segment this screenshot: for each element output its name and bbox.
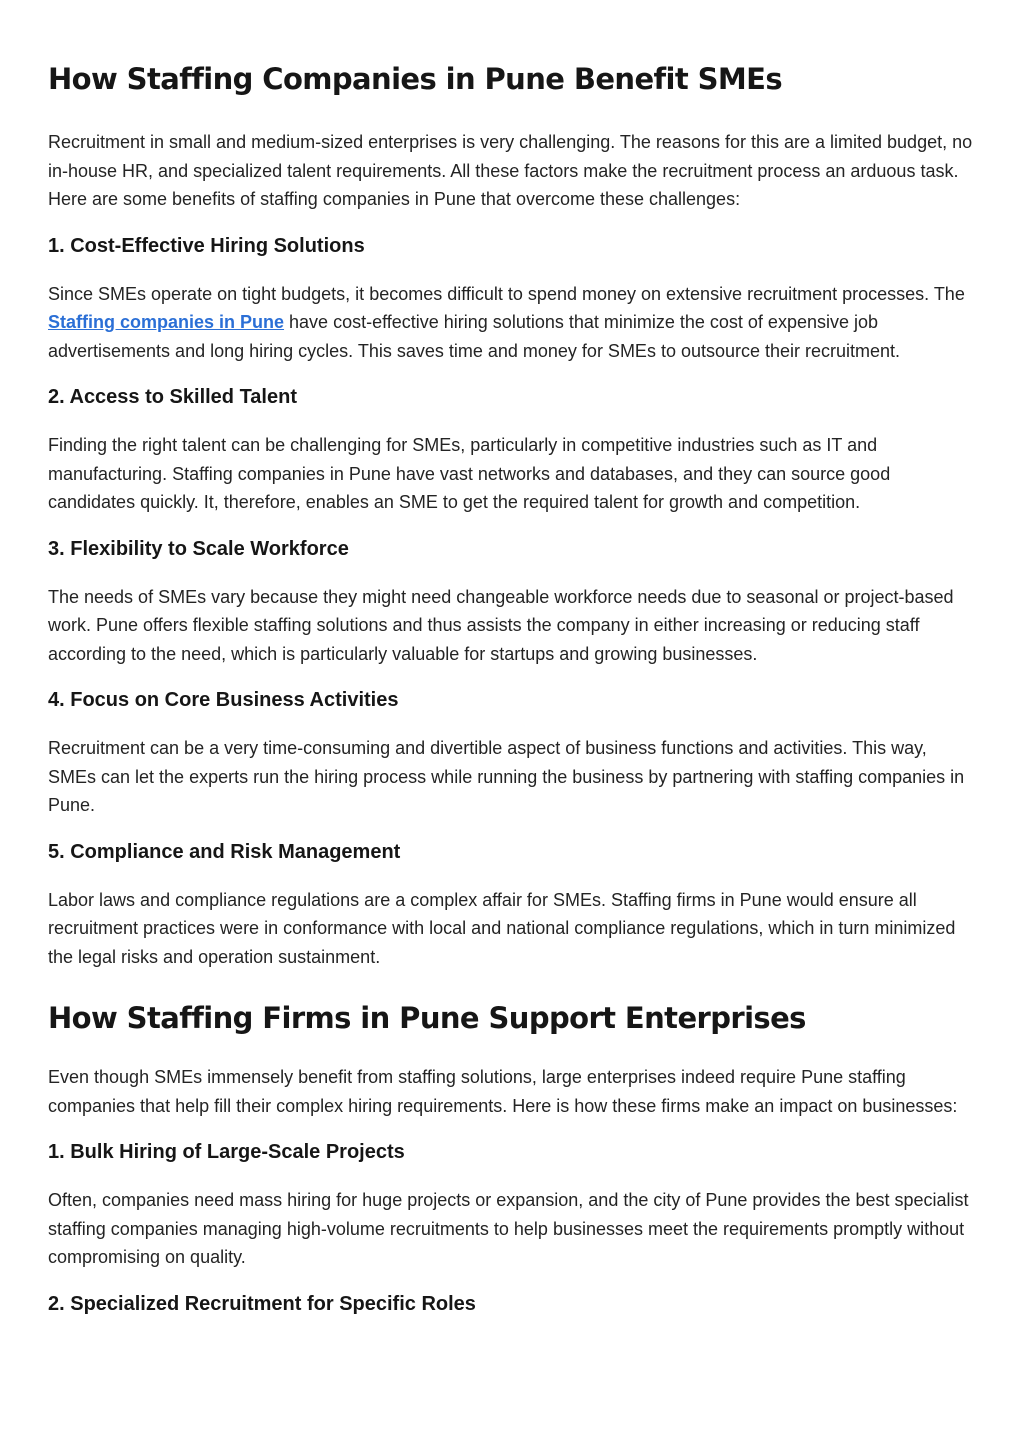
section-intro-enterprises: Even though SMEs immensely benefit from staffing solutions, large enterprises indeed require Pune staffing companies that help fill their complex hiring requirements. Here is how these firms make an impact on businesses:	[48, 1067, 958, 1116]
section-heading-enterprises: How Staffing Firms in Pune Support Enterprises	[48, 1001, 806, 1035]
paragraph-text-after-link: have cost-effective hiring solutions that minimize the cost of expensive job advertisements and long hiring cycles. This saves time and money for SMEs to outsource their recruitment.	[48, 312, 901, 361]
subheading-core-business: 4. Focus on Core Business Activities	[48, 689, 399, 711]
paragraph-compliance: Labor laws and compliance regulations are a complex affair for SMEs. Staffing firms in Pune would ensure all recruitment practices were in conformance with local and national compliance regulations, which in turn minimized the legal risks and operation sustainment.	[48, 889, 956, 967]
section-heading-smes: How Staffing Companies in Pune Benefit SMEs	[48, 62, 783, 96]
paragraph-bulk-hiring: Often, companies need mass hiring for huge projects or expansion, and the city of Pune provides the best specialist staffing companies managing high-volume recruitments to help businesses meet the requirements promptly without compromising on quality.	[48, 1190, 969, 1267]
subheading-bulk-hiring: 1. Bulk Hiring of Large-Scale Projects	[48, 1141, 405, 1163]
paragraph-cost-effective	[48, 280, 978, 366]
subheading-specialized-recruitment: 2. Specialized Recruitment for Specific Roles	[48, 1292, 476, 1315]
subheading-cost-effective: 1. Cost-Effective Hiring Solutions	[48, 234, 365, 257]
staffing-companies-pune-link[interactable]: Staffing companies in Pune	[48, 312, 285, 332]
paragraph-text-before-link: Since SMEs operate on tight budgets, it becomes difficult to spend money on extensive recruitment processes. The	[48, 283, 965, 304]
subheading-skilled-talent: 2. Access to Skilled Talent	[48, 386, 297, 408]
document-page	[48, 52, 978, 1338]
subheading-flexibility: 3. Flexibility to Scale Workforce	[48, 537, 349, 560]
section-intro-smes: Recruitment in small and medium-sized enterprises is very challenging. The reasons for this are a limited budget, no in-house HR, and specialized talent requirements. All these factors make the recruitment process an arduous task. Here are some benefits of staffing companies in Pune that overcome these challenges:	[48, 132, 973, 209]
paragraph-skilled-talent: Finding the right talent can be challenging for SMEs, particularly in competitive industries such as IT and manufacturing. Staffing companies in Pune have vast networks and databases, and they can source good candidates quickly. It, therefore, enables an SME to get the required talent for growth and competition.	[48, 435, 891, 512]
paragraph-core-business: Recruitment can be a very time-consuming and divertible aspect of business functions and activities. This way, SMEs can let the experts run the hiring process while running the business by partnering with staffing companies in Pune.	[48, 738, 965, 815]
paragraph-flexibility: The needs of SMEs vary because they might need changeable workforce needs due to seasonal or project-based work. Pune offers flexible staffing solutions and thus assists the company in either increasing or reducing staff according to the need, which is particularly valuable for startups and growing businesses.	[48, 586, 954, 664]
subheading-compliance: 5. Compliance and Risk Management	[48, 840, 401, 863]
